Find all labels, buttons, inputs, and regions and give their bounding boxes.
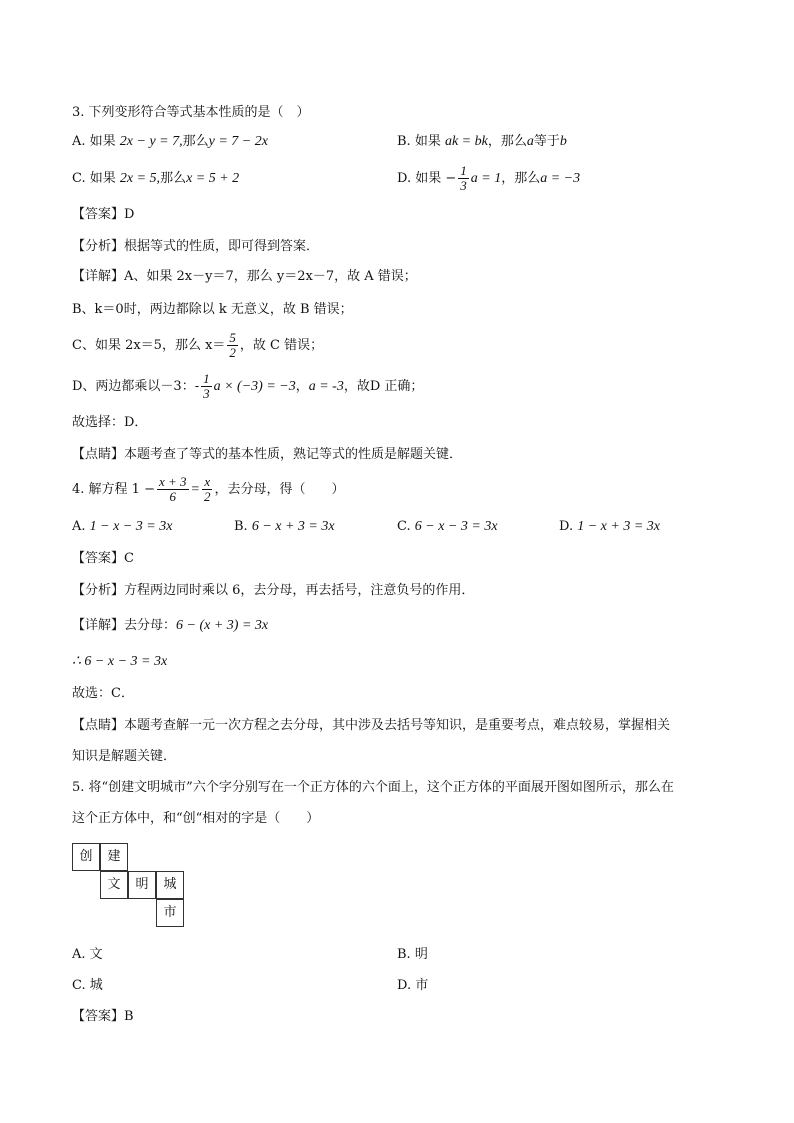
q4-option-d: [559, 518, 660, 536]
q4-option-d-math: 1 − x + 3 = 3x: [577, 519, 661, 534]
q3-option-d-mid: ，那么: [501, 171, 541, 186]
q4-option-a-label: A.: [72, 519, 86, 534]
q3-detail-4-math: a × (−3) = −3: [213, 379, 296, 394]
q3-choose: 故选择：D．: [72, 415, 148, 430]
q3-option-b-end: 等于: [533, 134, 560, 149]
q3-detail-2: B、k＝0时，两边都除以 k 无意义，故 B 错误；: [72, 302, 353, 317]
fraction-denominator: 2: [229, 345, 236, 360]
fraction-numerator: x + 3: [158, 474, 187, 489]
q3-option-a-label: A. 如果: [72, 134, 116, 149]
q5-option-b: B. 明: [397, 947, 428, 962]
q3-option-d: [397, 160, 580, 198]
q3-option-b-label: B. 如果: [397, 134, 441, 149]
q5-option-d: D. 市: [397, 978, 429, 993]
q4-option-b: [234, 518, 335, 536]
q4-option-a-math: 1 − x − 3 = 3x: [89, 519, 173, 534]
q3-detail-3-pre: C、如果 2x＝5，那么 x＝: [72, 338, 226, 353]
q4-option-c-label: C.: [397, 519, 411, 534]
fraction-numerator: 1: [460, 163, 467, 178]
q4-option-b-label: B.: [234, 519, 248, 534]
fraction-numerator: 1: [203, 371, 210, 386]
q3-option-a-mid: 那么: [182, 134, 209, 149]
q4-therefore: ∴ 6 − x − 3 = 3x: [72, 654, 168, 669]
q3-answer: 【答案】D: [72, 207, 135, 222]
q3-option-c-label: C. 如果: [72, 171, 116, 186]
q5-answer: 【答案】B: [72, 1009, 134, 1024]
q5-stem-line1: 5. 将“创建文明城市”六个字分别写在一个正方体的六个面上，这个正方体的平面展开图如图所示，那么在: [72, 780, 674, 795]
q3-stem: 3. 下列变形符合等式基本性质的是（ ）: [72, 105, 310, 120]
fraction-denominator: 3: [460, 178, 467, 193]
net-cell-cheng: 城: [156, 871, 184, 899]
q4-answer: 【答案】C: [72, 551, 134, 566]
q3-option-d-math2: a = −3: [540, 171, 581, 186]
q5-stem-line2: 这个正方体中，和“创“相对的字是（ ）: [72, 811, 320, 826]
q4-option-a: [72, 518, 172, 536]
q4-detail: [72, 617, 268, 635]
q4-option-b-math: 6 − x + 3 = 3x: [251, 519, 335, 534]
q4-comment-line1: 【点睛】本题考查解一元一次方程之去分母，其中涉及去括号等知识，是重要考点，难点较易，掌握相关: [72, 718, 671, 733]
q5-option-c: C. 城: [72, 978, 103, 993]
net-cell-chuang: 创: [72, 843, 100, 871]
q4-stem-fraction-2: [202, 475, 213, 504]
q4-detail-label: 【详解】去分母：: [72, 618, 177, 633]
q3-option-a-math2: y = 7 − 2x: [208, 134, 268, 149]
q3-option-c: [72, 170, 239, 188]
q4-stem: [72, 470, 344, 510]
q4-option-c: [397, 518, 498, 536]
q4-comment-line2: 知识是解题关键．: [72, 749, 177, 764]
q3-detail-4-math2: a = -3: [308, 379, 344, 394]
q3-option-b-math2: a: [526, 134, 534, 149]
q4-stem-eq: =: [190, 482, 200, 497]
net-cell-wen: 文: [100, 871, 128, 899]
q3-option-c-mid: 那么: [160, 171, 187, 186]
q3-detail-4: [72, 367, 423, 407]
net-cell-shi: 市: [156, 899, 184, 927]
q3-detail-1: 【详解】A、如果 2x－y＝7，那么 y＝2x－7，故 A 错误；: [72, 269, 417, 284]
q4-detail-math: 6 − (x + 3) = 3x: [176, 618, 269, 633]
q3-detail-4-fraction: [201, 372, 212, 401]
q3-analysis: 【分析】根据等式的性质，即可得到答案．: [72, 239, 320, 254]
fraction-numerator: 5: [229, 330, 236, 345]
q3-option-d-fraction: [458, 164, 469, 193]
q3-detail-3-fraction: [227, 331, 238, 360]
q3-detail-4-pre: D、两边都乘以－3：-: [72, 379, 200, 394]
q4-option-c-math: 6 − x − 3 = 3x: [414, 519, 498, 534]
q3-option-b-math1: ak = bk: [444, 134, 488, 149]
q4-option-d-label: D.: [559, 519, 574, 534]
fraction-denominator: 2: [203, 489, 211, 504]
q3-option-c-math2: x = 5 + 2: [186, 171, 240, 186]
fraction-numerator: x: [202, 475, 213, 490]
q3-option-c-math1: 2x = 5,: [119, 171, 161, 186]
net-cell-ming: 明: [128, 871, 156, 899]
q3-detail-3: [72, 326, 323, 366]
q3-option-a: [72, 133, 268, 151]
q4-analysis: 【分析】方程两边同时乘以 6，去分母，再去括号，注意负号的作用．: [72, 583, 475, 598]
q4-stem-post: ，去分母，得（ ）: [214, 482, 345, 497]
q3-option-d-math1: a = 1: [470, 171, 502, 186]
q3-detail-4-mid: ，: [295, 379, 309, 394]
fraction-denominator: 6: [169, 489, 176, 504]
q3-option-a-math1: 2x − y = 7,: [119, 134, 183, 149]
q5-option-a: A. 文: [72, 947, 103, 962]
q3-option-d-label: D. 如果 −: [397, 171, 457, 186]
q4-stem-pre: 4. 解方程 1 −: [72, 482, 155, 497]
q3-option-b-math3: b: [559, 134, 567, 149]
net-cell-jian: 建: [100, 843, 128, 871]
fraction-denominator: 3: [203, 386, 210, 401]
q4-stem-fraction-1: [157, 475, 189, 504]
q3-option-b: [397, 133, 567, 151]
q3-detail-4-post: ，故D 正确；: [343, 379, 424, 394]
q3-comment: 【点睛】本题考查了等式的基本性质，熟记等式的性质是解题关键．: [72, 447, 463, 462]
q4-choose: 故选：C．: [72, 686, 134, 701]
q3-option-b-mid: ，那么: [487, 134, 527, 149]
q3-detail-3-post: ，故 C 错误；: [239, 338, 324, 353]
